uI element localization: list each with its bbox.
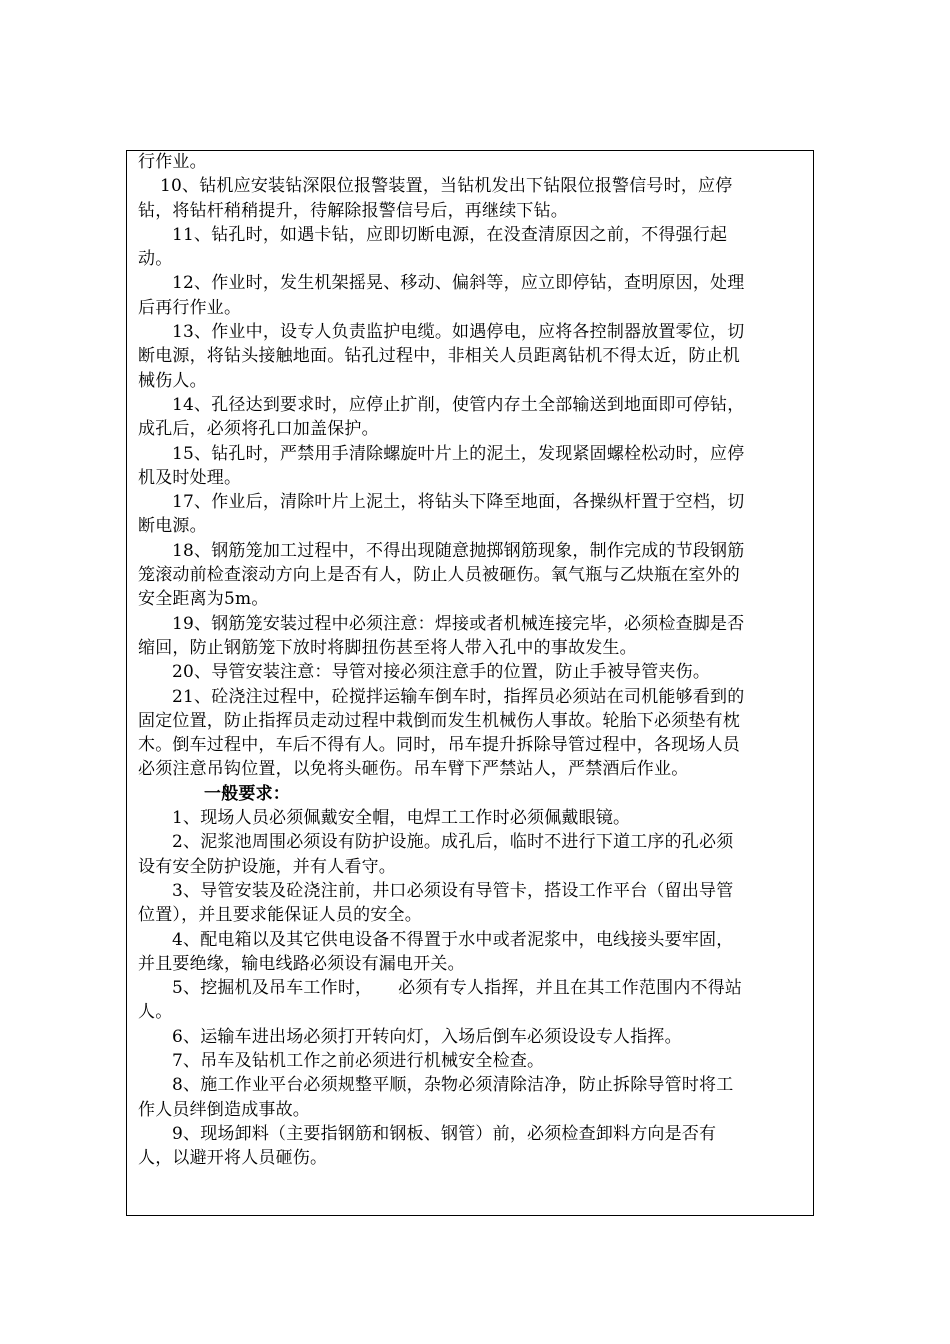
text-line: 安全距离为5m。 (138, 589, 269, 610)
text-line: 必须注意吊钩位置，以免将头砸伤。吊车臂下严禁站人，严禁酒后作业。 (138, 759, 689, 780)
text-line: 20、导管安装注意：导管对接必须注意手的位置，防止手被导管夹伤。 (172, 662, 711, 683)
text-line: 17、作业后，清除叶片上泥土，将钻头下降至地面，各操纵杆置于空档，切 (172, 492, 745, 513)
text-line: 19、钢筋笼安装过程中必须注意：焊接或者机械连接完毕，必须检查脚是否 (172, 613, 745, 634)
text-line: 行作业。 (138, 152, 207, 172)
text-line: 15、钻孔时，严禁用手清除螺旋叶片上的泥土，发现紧固螺栓松动时，应停 (172, 443, 745, 464)
text-line: 8、施工作业平台必须规整平顺，杂物必须清除洁净，防止拆除导管时将工 (172, 1075, 734, 1096)
text-line: 3、导管安装及砼浇注前，井口必须设有导管卡，搭设工作平台（留出导管 (172, 880, 734, 901)
text-line: 笼滚动前检查滚动方向上是否有人，防止人员被砸伤。氧气瓶与乙炔瓶在室外的 (138, 565, 740, 586)
text-line: 人。 (138, 1002, 173, 1023)
text-line: 10、钻机应安装钻深限位报警装置，当钻机发出下钻限位报警信号时，应停 (160, 176, 733, 197)
text-line: 械伤人。 (138, 370, 207, 391)
text-line: 断电源。 (138, 516, 207, 537)
text-line: 断电源，将钻头接触地面。钻孔过程中，非相关人员距离钻机不得太近，防止机 (138, 346, 740, 367)
text-line: 18、钢筋笼加工过程中，不得出现随意抛掷钢筋现象，制作完成的节段钢筋 (172, 540, 745, 561)
text-line: 4、配电箱以及其它供电设备不得置于水中或者泥浆中，电线接头要牢固， (172, 929, 734, 950)
section-heading: 一般要求： (204, 783, 290, 804)
text-line: 5、挖掘机及吊车工作时， 必须有专人指挥，并且在其工作范围内不得站 (172, 978, 743, 999)
text-line: 人，以避开将人员砸伤。 (138, 1148, 328, 1169)
text-line: 作人员绊倒造成事故。 (138, 1099, 310, 1120)
text-line: 6、运输车进出场必须打开转向灯，入场后倒车必须设设专人指挥。 (172, 1026, 682, 1047)
text-line: 机及时处理。 (138, 467, 242, 488)
document-body (138, 150, 808, 1170)
text-line: 2、泥浆池周围必须设有防护设施。成孔后，临时不进行下道工序的孔必须 (172, 832, 734, 853)
text-line: 位置），并且要求能保证人员的安全。 (138, 905, 422, 926)
text-line: 11、钻孔时，如遇卡钻，应即切断电源，在没查清原因之前，不得强行起 (172, 224, 728, 245)
text-line: 成孔后，必须将孔口加盖保护。 (138, 419, 379, 440)
text-line: 12、作业时，发生机架摇晃、移动、偏斜等，应立即停钻，查明原因，处理 (172, 273, 745, 294)
text-line: 并且要绝缘，输电线路必须设有漏电开关。 (138, 953, 465, 974)
text-line: 钻，将钻杆稍稍提升，待解除报警信号后，再继续下钻。 (138, 200, 568, 221)
text-line: 14、孔径达到要求时，应停止扩削，使管内存土全部输送到地面即可停钻， (172, 394, 745, 415)
text-line: 后再行作业。 (138, 297, 242, 318)
text-line: 设有安全防护设施，并有人看守。 (138, 856, 396, 877)
text-line: 13、作业中，设专人负责监护电缆。如遇停电，应将各控制器放置零位，切 (172, 322, 745, 343)
text-line: 固定位置，防止指挥员走动过程中栽倒而发生机械伤人事故。轮胎下必须垫有枕 (138, 710, 740, 731)
text-line: 9、现场卸料（主要指钢筋和钢板、钢管）前，必须检查卸料方向是否有 (172, 1123, 717, 1144)
text-line: 1、现场人员必须佩戴安全帽，电焊工工作时必须佩戴眼镜。 (172, 808, 631, 829)
text-line: 动。 (138, 249, 173, 270)
text-line: 7、吊车及钻机工作之前必须进行机械安全检查。 (172, 1050, 545, 1071)
text-line: 木。倒车过程中，车后不得有人。同时，吊车提升拆除导管过程中，各现场人员 (138, 735, 740, 756)
text-line: 缩回，防止钢筋笼下放时将脚扭伤甚至将人带入孔中的事故发生。 (138, 637, 637, 658)
text-line: 21、砼浇注过程中，砼搅拌运输车倒车时，指挥员必须站在司机能够看到的 (172, 686, 745, 707)
